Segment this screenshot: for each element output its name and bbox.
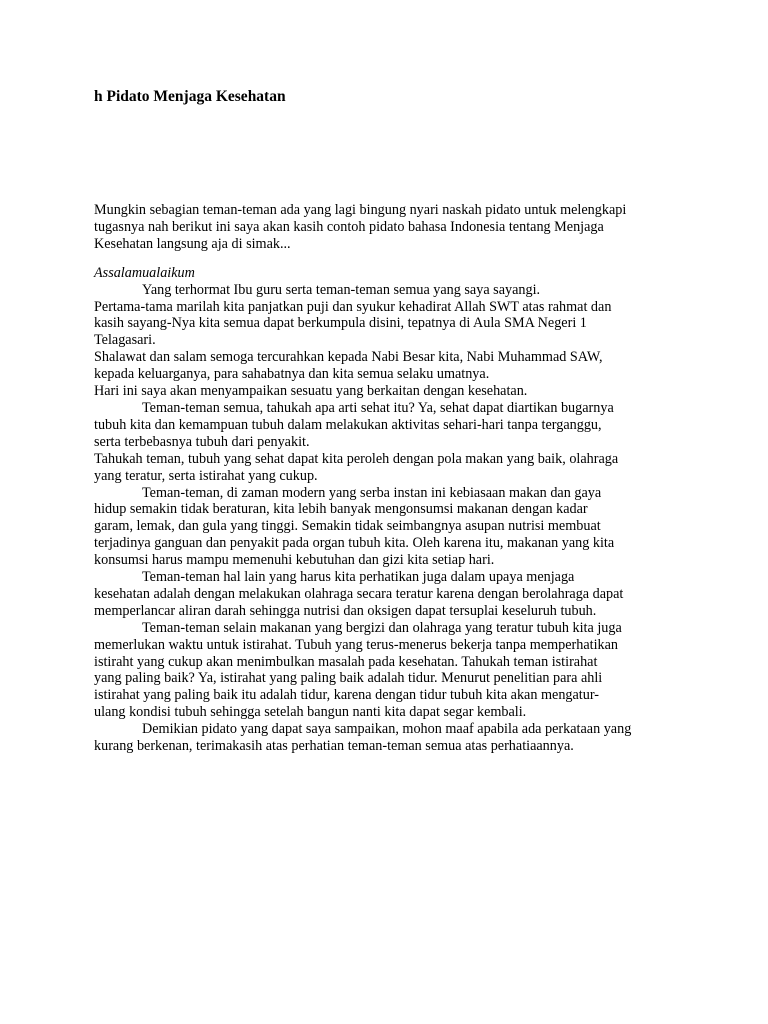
body-line: istiraht yang cukup akan menimbulkan masalah pada kesehatan. Tahukah teman istirahat bbox=[94, 653, 598, 670]
body-line: kepada keluarganya, para sahabatnya dan kita semua selaku umatnya. bbox=[94, 366, 490, 383]
body-line: Teman-teman, di zaman modern yang serba instan ini kebiasaan makan dan gaya bbox=[142, 484, 602, 501]
body-line: Teman-teman selain makanan yang bergizi dan olahraga yang teratur tubuh kita juga bbox=[142, 619, 622, 636]
body-line: yang teratur, serta istirahat yang cukup. bbox=[94, 467, 318, 484]
body-line: garam, lemak, dan gula yang tinggi. Semakin tidak seimbangnya asupan nutrisi membuat bbox=[94, 518, 601, 535]
body-line: Pertama-tama marilah kita panjatkan puji dan syukur kehadirat Allah SWT atas rahmat dan bbox=[94, 298, 612, 315]
body-line: Teman-teman hal lain yang harus kita perhatikan juga dalam upaya menjaga bbox=[142, 569, 575, 586]
body-line: Teman-teman semua, tahukah apa arti sehat itu? Ya, sehat dapat diartikan bugarnya bbox=[142, 399, 614, 416]
intro-line: Kesehatan langsung aja di simak... bbox=[94, 235, 291, 252]
body-line: Telagasari. bbox=[94, 332, 156, 349]
body-line: hidup semakin tidak beraturan, kita lebih banyak mengonsumsi makanan dengan kadar bbox=[94, 501, 588, 518]
body-line: istirahat yang paling baik itu adalah tidur, karena dengan tidur tubuh kita akan mengatur- bbox=[94, 687, 600, 704]
body-line: yang paling baik? Ya, istirahat yang paling baik adalah tidur. Menurut penelitian para ahli bbox=[94, 670, 603, 687]
body-line: Hari ini saya akan menyampaikan sesuatu yang berkaitan dengan kesehatan. bbox=[94, 383, 528, 400]
document-body bbox=[94, 202, 684, 755]
body-line: konsumsi harus mampu memenuhi kebutuhan dan gizi kita setiap hari. bbox=[94, 552, 495, 569]
body-line: tubuh kita dan kemampuan tubuh dalam melakukan aktivitas sehari-hari tanpa terganggu, bbox=[94, 416, 602, 433]
salutation: Assalamualaikum bbox=[94, 264, 195, 281]
body-line: ulang kondisi tubuh sehingga setelah bangun nanti kita dapat segar kembali. bbox=[94, 704, 527, 721]
body-line: Tahukah teman, tubuh yang sehat dapat kita peroleh dengan pola makan yang baik, olahraga bbox=[94, 450, 619, 467]
intro-line: tugasnya nah berikut ini saya akan kasih contoh pidato bahasa Indonesia tentang Menjaga bbox=[94, 218, 604, 235]
body-line: Shalawat dan salam semoga tercurahkan kepada Nabi Besar kita, Nabi Muhammad SAW, bbox=[94, 349, 603, 366]
body-line: kasih sayang-Nya kita semua dapat berkumpula disini, tepatnya di Aula SMA Negeri 1 bbox=[94, 315, 587, 332]
intro-line: Mungkin sebagian teman-teman ada yang lagi bingung nyari naskah pidato untuk melengkapi bbox=[94, 202, 627, 218]
document-title: h Pidato Menjaga Kesehatan bbox=[94, 88, 286, 105]
body-line: kurang berkenan, terimakasih atas perhatian teman-teman semua atas perhatiaannya. bbox=[94, 738, 574, 755]
body-line: memperlancar aliran darah sehingga nutrisi dan oksigen dapat tersuplai keseluruh tubuh. bbox=[94, 602, 597, 619]
body-line: Yang terhormat Ibu guru serta teman-teman semua yang saya sayangi. bbox=[142, 281, 541, 298]
body-line: terjadinya ganguan dan penyakit pada organ tubuh kita. Oleh karena itu, makanan yang kita bbox=[94, 535, 615, 552]
paragraph-gap bbox=[94, 253, 684, 265]
body-line: Demikian pidato yang dapat saya sampaikan, mohon maaf apabila ada perkataan yang bbox=[142, 721, 632, 738]
body-line: kesehatan adalah dengan melakukan olahraga secara teratur karena dengan berolahraga dapat bbox=[94, 585, 624, 602]
body-line: serta terbebasnya tubuh dari penyakit. bbox=[94, 433, 310, 450]
body-line: memerlukan waktu untuk istirahat. Tubuh yang terus-menerus bekerja tanpa memperhatikan bbox=[94, 636, 619, 653]
